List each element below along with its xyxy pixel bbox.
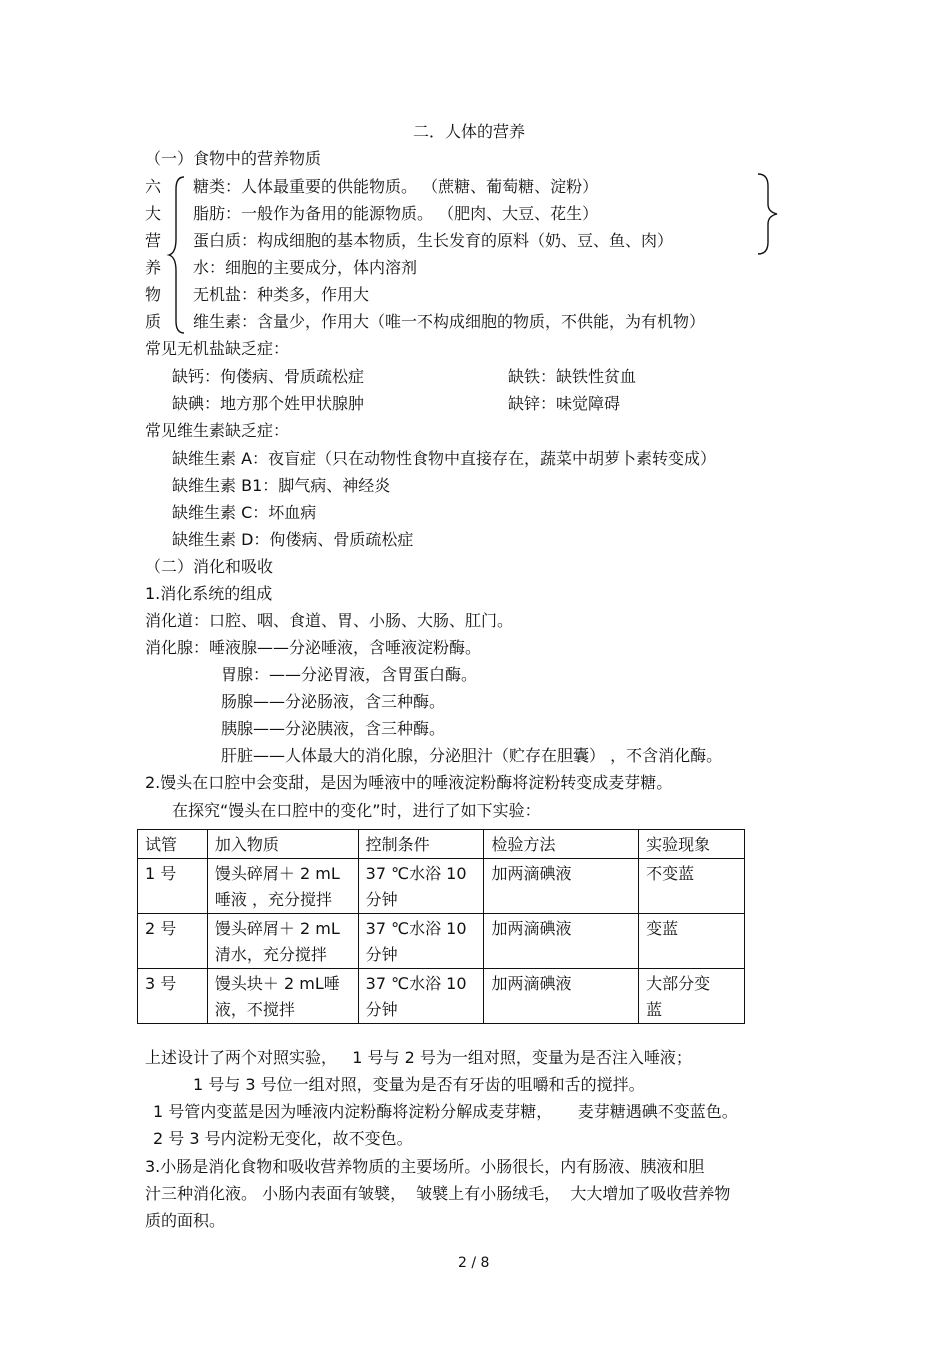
table-header-cell: 检验方法 [484,830,639,859]
page-title: 二．人体的营养 [413,122,526,141]
table-header-cell: 实验现象 [639,830,745,859]
nutrient-line-mineral: 无机盐：种类多，作用大 [193,285,370,304]
mineral-item: 缺钙：佝偻病、骨质疏松症 [172,367,365,386]
vitamin-item: 缺维生素 C：坏血病 [172,503,317,522]
nutrient-line-sugar: 糖类：人体最重要的供能物质。 （蔗糖、葡萄糖、淀粉） [193,177,599,196]
right-brace [755,172,781,256]
mineral-item: 缺碘：地方那个姓甲状腺肿 [172,394,365,413]
table-cell: 37 ℃水浴 10 分钟 [358,859,484,914]
section-heading-nutrients: （一）食物中的营养物质 [145,149,322,168]
digestive-gland-line: 消化腺：唾液腺——分泌唾液，含唾液淀粉酶。 [145,638,482,657]
six-nutrients-char: 六 [145,177,162,196]
subheading-digestive-system: 1.消化系统的组成 [145,584,273,603]
table-cell: 馒头块＋ 2 mL唾 液，不搅拌 [207,969,358,1024]
paragraph-experiment-intro: 在探究“馒头在口腔中的变化”时，进行了如下实验： [172,801,541,820]
vitamin-item: 缺维生素 B1：脚气病、神经炎 [172,476,391,495]
table-cell: 大部分变 蓝 [639,969,745,1024]
table-cell: 加两滴碘液 [484,969,639,1024]
gland-item: 胰腺——分泌胰液，含三种酶。 [221,719,446,738]
mineral-item: 缺铁：缺铁性贫血 [508,367,637,386]
table-cell: 37 ℃水浴 10 分钟 [358,914,484,969]
paragraph-small-intestine: 汁三种消化液。 小肠内表面有皱襞， 皱襞上有小肠绒毛， 大大增加了吸收营养物 [145,1184,731,1203]
six-nutrients-char: 物 [145,285,162,304]
nutrient-line-water: 水：细胞的主要成分，体内溶剂 [193,258,418,277]
gland-item: 肠腺——分泌肠液，含三种酶。 [221,692,446,711]
table-cell: 37 ℃水浴 10 分钟 [358,969,484,1024]
table-header-row [138,830,745,859]
table-row [138,914,745,969]
table-cell: 1 号 [138,859,208,914]
six-nutrients-char: 质 [145,312,162,331]
section-heading-digestion: （二）消化和吸收 [145,557,274,576]
table-header-cell: 加入物质 [207,830,358,859]
table-cell: 2 号 [138,914,208,969]
left-brace [166,175,188,335]
table-row [138,969,745,1024]
paragraph-mantou: 2.馒头在口腔中会变甜，是因为唾液中的唾液淀粉酶将淀粉转变成麦芽糖。 [145,773,673,792]
table-header-cell: 控制条件 [358,830,484,859]
table-cell: 加两滴碘液 [484,859,639,914]
page-number: 2 / 8 [458,1255,490,1271]
table-cell: 变蓝 [639,914,745,969]
conclusion-line: 1 号管内变蓝是因为唾液内淀粉酶将淀粉分解成麦芽糖， 麦芽糖遇碘不变蓝色。 [153,1102,738,1121]
vitamin-item: 缺维生素 A：夜盲症（只在动物性食物中直接存在，蔬菜中胡萝卜素转变成） [172,449,717,468]
nutrient-line-protein: 蛋白质：构成细胞的基本物质，生长发育的原料（奶、豆、鱼、肉） [193,231,674,250]
vitamin-heading: 常见维生素缺乏症： [145,421,290,440]
nutrient-line-vitamin: 维生素：含量少，作用大（唯一不构成细胞的物质，不供能，为有机物） [193,312,706,331]
gland-item: 肝脏——人体最大的消化腺，分泌胆汁（贮存在胆囊） ，不含消化酶。 [221,746,723,765]
six-nutrients-char: 营 [145,231,162,250]
nutrient-line-fat: 脂肪：一般作为备用的能源物质。 （肥肉、大豆、花生） [193,204,599,223]
table-header-cell: 试管 [138,830,208,859]
table-cell: 不变蓝 [639,859,745,914]
mineral-heading: 常见无机盐缺乏症： [145,339,290,358]
six-nutrients-char: 大 [145,204,162,223]
vitamin-item: 缺维生素 D：佝偻病、骨质疏松症 [172,530,414,549]
table-cell: 3 号 [138,969,208,1024]
gland-item: 胃腺：——分泌胃液，含胃蛋白酶。 [221,665,478,684]
conclusion-line: 1 号与 3 号位一组对照，变量为是否有牙齿的咀嚼和舌的搅拌。 [193,1075,645,1094]
digestive-tract-line: 消化道：口腔、咽、食道、胃、小肠、大肠、肛门。 [145,611,514,630]
conclusion-line: 2 号 3 号内淀粉无变化，故不变色。 [153,1129,413,1148]
paragraph-small-intestine: 质的面积。 [145,1211,226,1230]
paragraph-small-intestine: 3.小肠是消化食物和吸收营养物质的主要场所。小肠很长，内有肠液、胰液和胆 [145,1157,705,1176]
experiment-table [137,829,745,1024]
table-cell: 加两滴碘液 [484,914,639,969]
six-nutrients-char: 养 [145,258,162,277]
table-row [138,859,745,914]
mineral-item: 缺锌：味觉障碍 [508,394,621,413]
table-cell: 馒头碎屑＋ 2 mL 清水，充分搅拌 [207,914,358,969]
table-cell: 馒头碎屑＋ 2 mL 唾液 ，充分搅拌 [207,859,358,914]
conclusion-line: 上述设计了两个对照实验， 1 号与 2 号为一组对照，变量为是否注入唾液； [145,1048,692,1067]
